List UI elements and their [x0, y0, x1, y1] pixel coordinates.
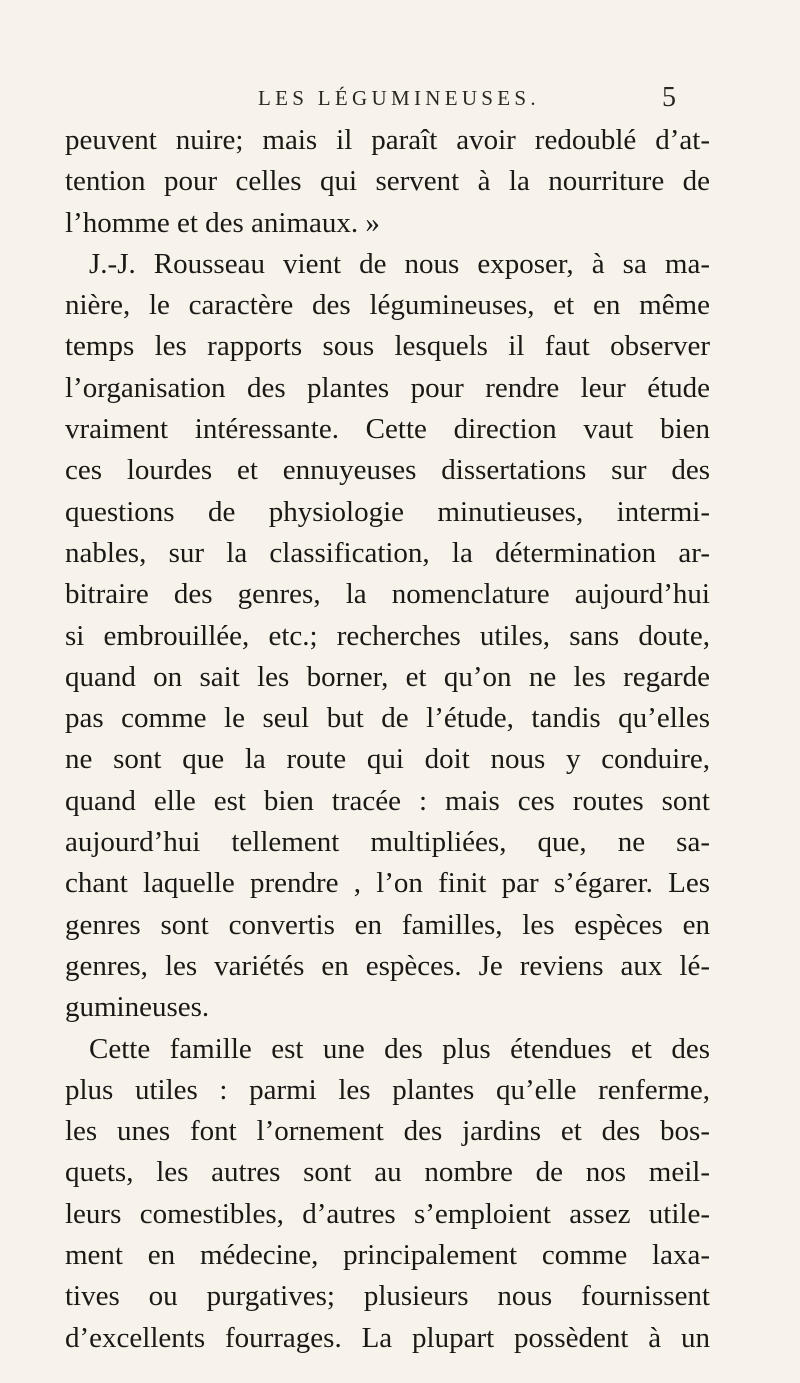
- text-line: pas comme le seul but de l’étude, tandis qu’elles: [65, 702, 710, 735]
- text-line: tention pour celles qui servent à la nourriture de: [65, 165, 710, 198]
- text-line: d’excellents fourrages. La plupart possèdent à un: [65, 1321, 710, 1354]
- text-line: l’homme et des animaux. »: [65, 206, 380, 239]
- body-text: [65, 120, 710, 1359]
- text-line: les unes font l’ornement des jardins et des bos-: [65, 1115, 710, 1148]
- text-line: tives ou purgatives; plusieurs nous fournissent: [65, 1280, 710, 1313]
- running-head-title: LES LÉGUMINEUSES.: [258, 86, 540, 110]
- text-line: J.-J. Rousseau vient de nous exposer, à sa ma-: [89, 247, 710, 280]
- text-line: ne sont que la route qui doit nous y conduire,: [65, 743, 710, 776]
- text-line: quand on sait les borner, et qu’on ne les regarde: [65, 660, 710, 693]
- text-line: vraiment intéressante. Cette direction vaut bien: [65, 413, 710, 446]
- text-line: Cette famille est une des plus étendues et des: [89, 1032, 710, 1065]
- text-line: ment en médecine, principalement comme laxa-: [65, 1239, 710, 1272]
- text-line: quets, les autres sont au nombre de nos meil-: [65, 1156, 710, 1189]
- text-line: l’organisation des plantes pour rendre leur étude: [65, 371, 710, 404]
- text-line: bitraire des genres, la nomenclature aujourd’hui: [65, 578, 710, 611]
- text-line: nière, le caractère des légumineuses, et en même: [65, 289, 710, 322]
- text-line: plus utiles : parmi les plantes qu’elle renferme,: [65, 1073, 710, 1106]
- text-line: ces lourdes et ennuyeuses dissertations sur des: [65, 454, 710, 487]
- text-line: temps les rapports sous lesquels il faut observer: [65, 330, 710, 363]
- text-line: leurs comestibles, d’autres s’emploient assez utile-: [65, 1197, 710, 1230]
- text-line: gumineuses.: [65, 991, 210, 1024]
- text-line: questions de physiologie minutieuses, intermi-: [65, 495, 710, 528]
- text-line: si embrouillée, etc.; recherches utiles, sans doute,: [65, 619, 710, 652]
- page-number: 5: [662, 82, 676, 113]
- text-line: quand elle est bien tracée : mais ces routes sont: [65, 784, 710, 817]
- text-line: genres sont convertis en familles, les espèces en: [65, 908, 710, 941]
- text-line: peuvent nuire; mais il paraît avoir redoublé d’at-: [65, 124, 710, 156]
- text-line: aujourd’hui tellement multipliées, que, ne sa-: [65, 826, 710, 859]
- text-line: genres, les variétés en espèces. Je reviens aux lé-: [65, 949, 710, 982]
- text-line: chant laquelle prendre , l’on finit par s’égarer. Les: [65, 867, 710, 900]
- text-line: nables, sur la classification, la détermination ar-: [65, 536, 710, 569]
